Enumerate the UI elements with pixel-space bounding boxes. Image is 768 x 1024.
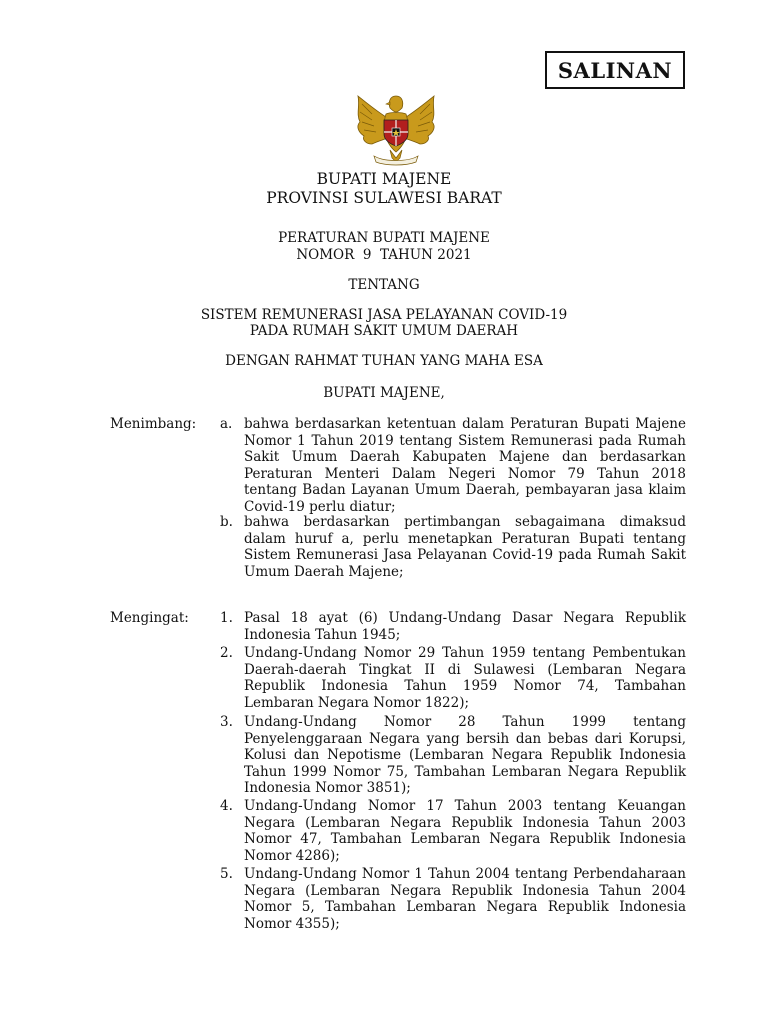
menimbang-label: Menimbang: (110, 416, 197, 432)
issuer-name: BUPATI MAJENE (316, 170, 452, 188)
mengingat-label: Mengingat: (110, 610, 189, 626)
menimbang-item-a (220, 416, 686, 516)
issuer-province: PROVINSI SULAWESI BARAT (266, 189, 502, 207)
item-marker: 2. (220, 645, 233, 661)
item-text: Undang-Undang Nomor 1 Tahun 2004 tentang Perbendaharaan Negara (Lembaran Negara Republik Indonesia Tahun 2004 Nomor 5, Tambahan Lembaran Negara Republik Indonesia Nomor 4355); (244, 866, 686, 932)
menimbang-item-b (220, 514, 686, 584)
regulation-title: PERATURAN BUPATI MAJENE (278, 230, 490, 246)
mengingat-item-3 (220, 714, 686, 798)
regulation-about: TENTANG (348, 277, 420, 293)
mengingat-item-4 (220, 798, 686, 866)
item-text: Pasal 18 ayat (6) Undang-Undang Dasar Negara Republik Indonesia Tahun 1945; (244, 610, 686, 643)
regulation-subject-line1: SISTEM REMUNERASI JASA PELAYANAN COVID-19 (200, 307, 568, 323)
item-marker: a. (220, 416, 233, 432)
authority-line: BUPATI MAJENE, (323, 385, 445, 401)
salinan-stamp: SALINAN (545, 51, 685, 89)
item-marker: 4. (220, 798, 233, 814)
garuda-emblem-icon (350, 92, 442, 168)
item-marker: 5. (220, 866, 233, 882)
mengingat-item-5 (220, 866, 686, 934)
regulation-number: NOMOR 9 TAHUN 2021 (296, 247, 472, 263)
regulation-subject-line2: PADA RUMAH SAKIT UMUM DAERAH (249, 323, 519, 339)
item-text: Undang-Undang Nomor 29 Tahun 1959 tentang Pembentukan Daerah-daerah Tingkat II di Sulawesi (Lembaran Negara Republik Indonesia Tahun 1959 Nomor 74, Tambahan Lembaran Negara Nomor 1822); (244, 645, 686, 711)
mengingat-item-2 (220, 645, 686, 713)
item-marker: b. (220, 514, 233, 530)
mengingat-item-1 (220, 610, 686, 644)
item-marker: 3. (220, 714, 233, 730)
item-text: Undang-Undang Nomor 17 Tahun 2003 tentang Keuangan Negara (Lembaran Negara Republik Indonesia Tahun 2003 Nomor 47, Tambahan Lembaran Negara Republik Indonesia Nomor 4286); (244, 798, 686, 864)
item-marker: 1. (220, 610, 233, 626)
item-text: bahwa berdasarkan pertimbangan sebagaimana dimaksud dalam huruf a, perlu menetapkan Peraturan Bupati tentang Sistem Remunerasi Jasa Pelayanan Covid-19 pada Rumah Sakit Umum Daerah Majene; (244, 514, 686, 580)
item-text: Undang-Undang Nomor 28 Tahun 1999 tentang Penyelenggaraan Negara yang bersih dan bebas dari Korupsi, Kolusi dan Nepotisme (Lembaran Negara Republik Indonesia Tahun 1999 Nomor 75, Tambahan Lembaran Negara Republik Indonesia Nomor 3851); (244, 714, 686, 796)
item-text: bahwa berdasarkan ketentuan dalam Peraturan Bupati Majene Nomor 1 Tahun 2019 tentang Sistem Remunerasi pada Rumah Sakit Umum Daerah Kabupaten Majene dan berdasarkan Peraturan Menteri Dalam Negeri Nomor 79 Tahun 2018 tentang Badan Layanan Umum Daerah, pembayaran jasa klaim Covid-19 perlu diatur; (244, 416, 686, 515)
blessing-line: DENGAN RAHMAT TUHAN YANG MAHA ESA (225, 353, 543, 369)
